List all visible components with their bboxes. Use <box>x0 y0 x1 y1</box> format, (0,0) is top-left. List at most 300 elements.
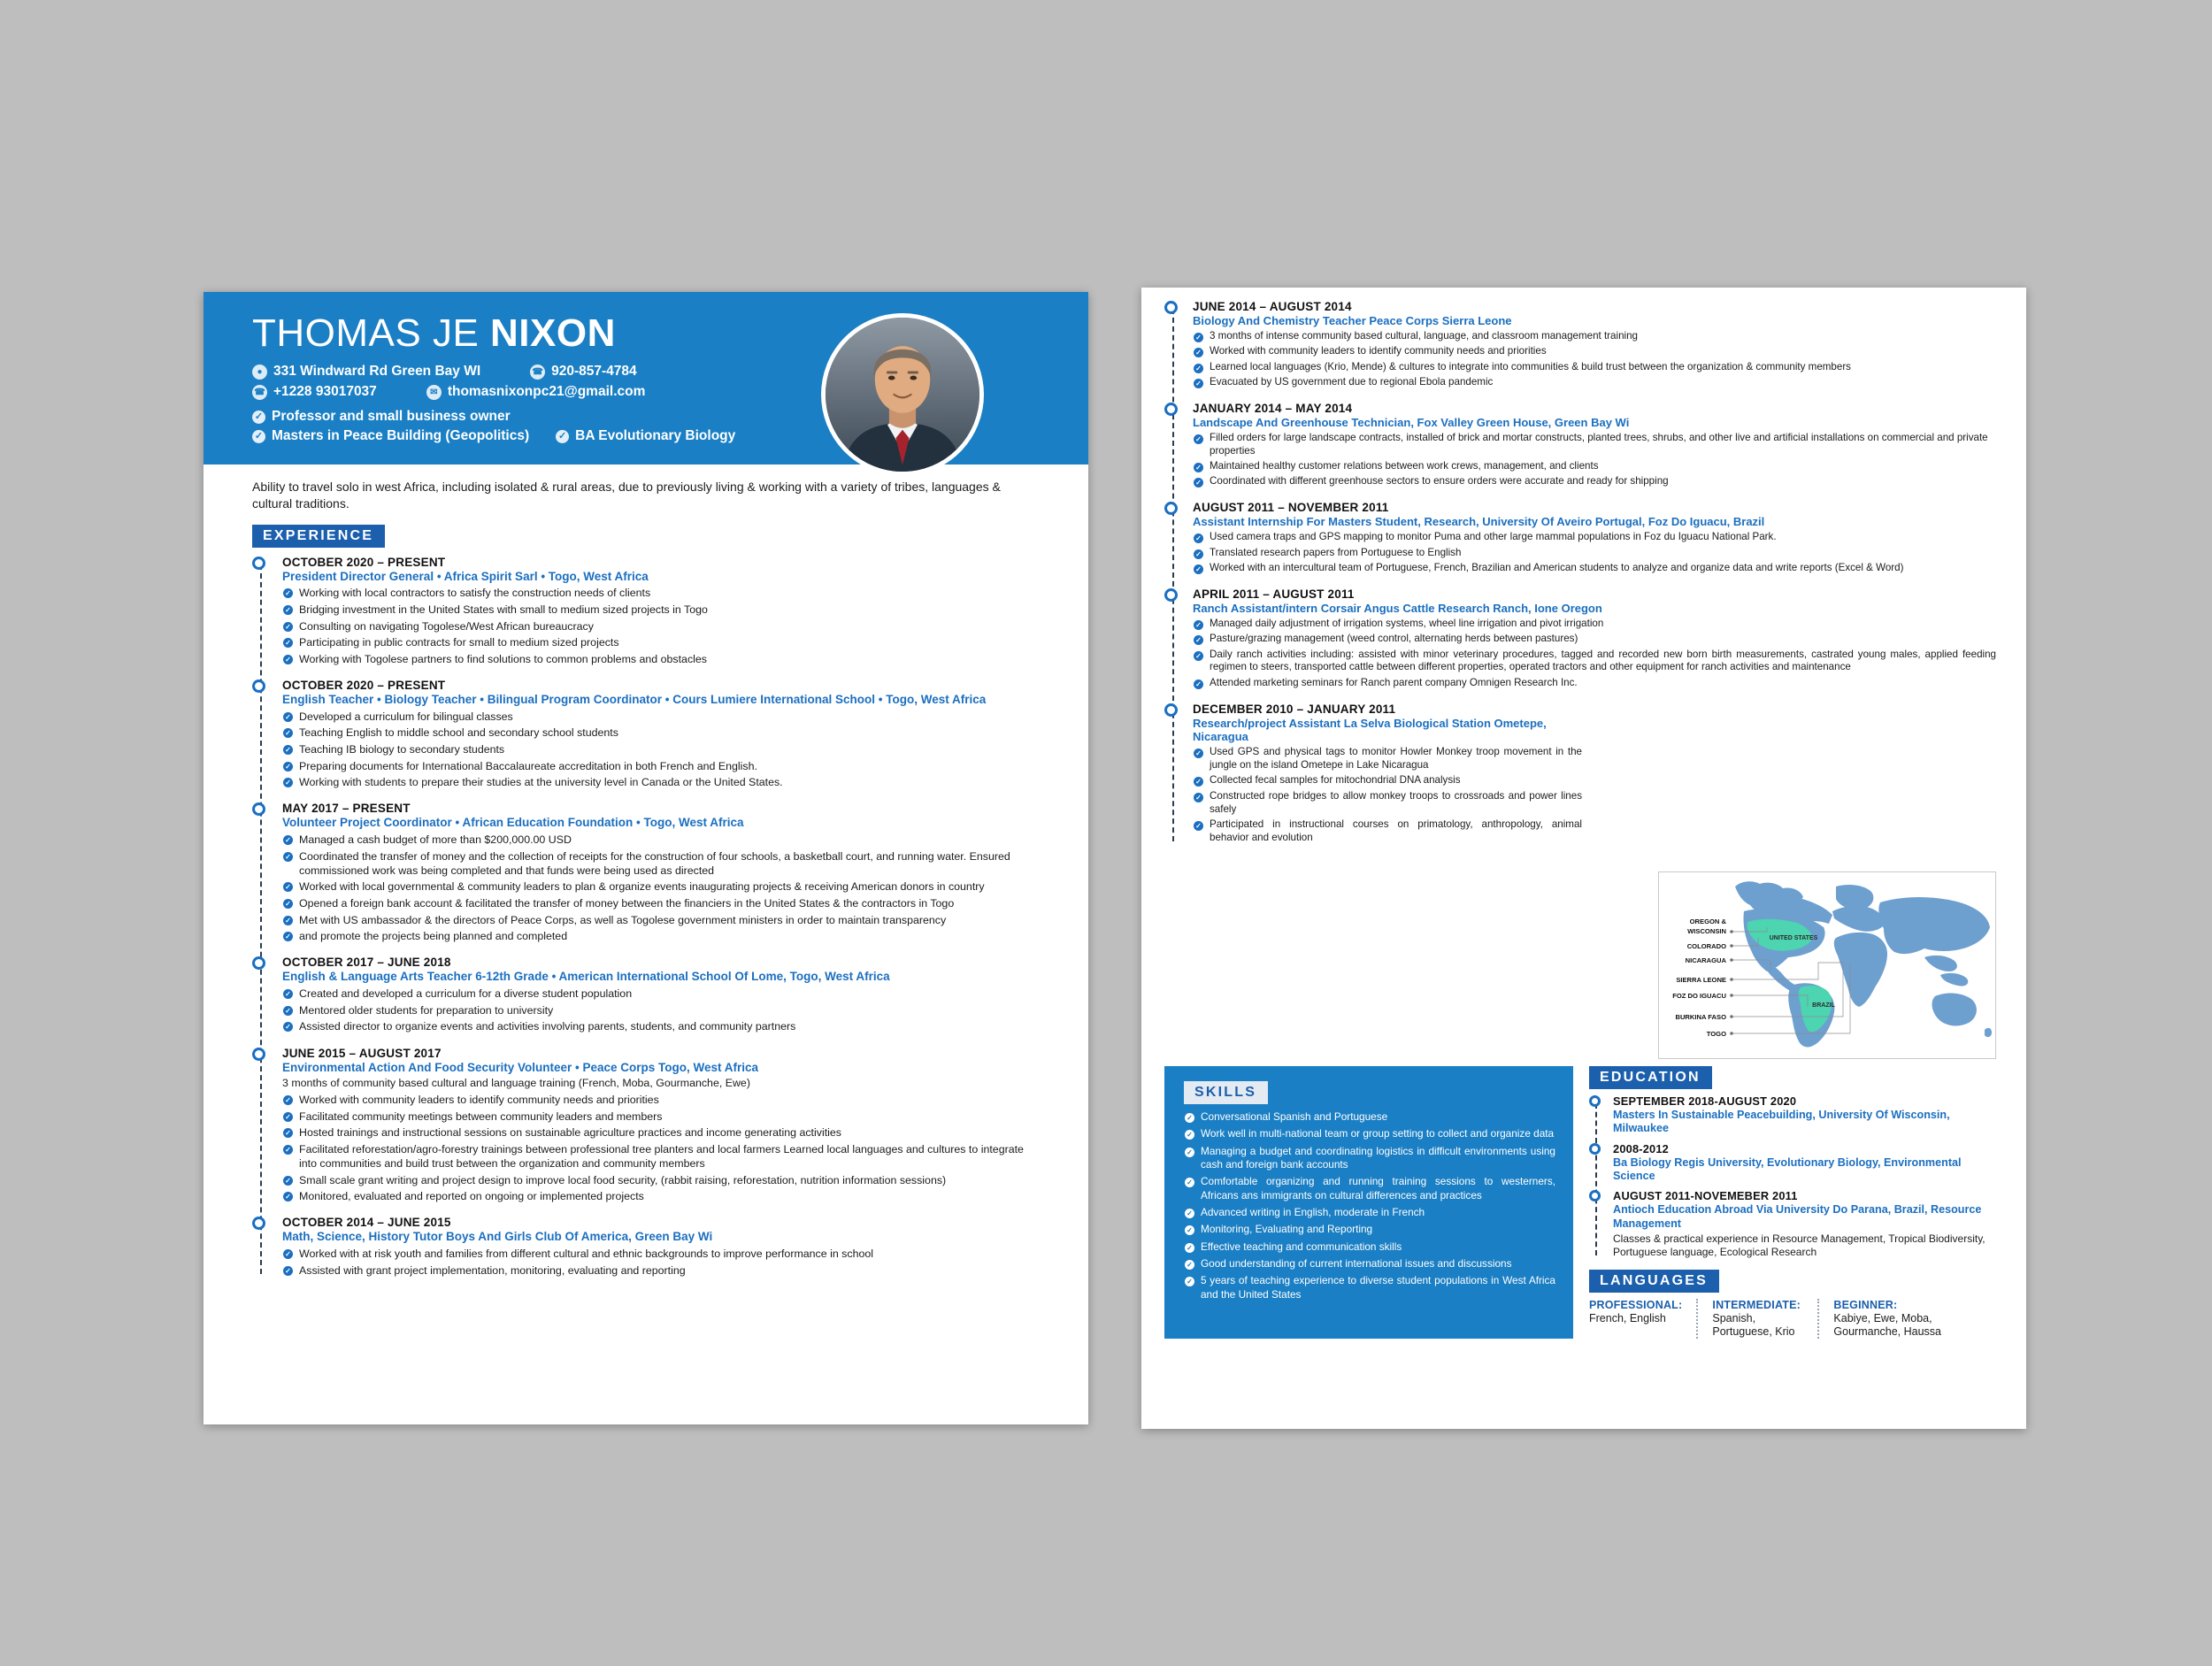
language-level-label: PROFESSIONAL: <box>1589 1298 1683 1311</box>
entry-role: English & Language Arts Teacher 6-12th Grade • American International School Of Lome, Togo, West Africa <box>282 970 890 984</box>
experience-timeline-page-1 <box>252 556 1040 1278</box>
skills-list <box>1184 1110 1555 1301</box>
phone-icon: ☎ <box>530 365 545 380</box>
bullet-text: Developed a curriculum for bilingual classes <box>299 710 513 723</box>
check-circle-icon: ✓ <box>283 778 293 787</box>
page-1-body <box>204 512 1088 1278</box>
check-circle-icon: ✓ <box>556 430 569 443</box>
list-item <box>282 1125 1040 1140</box>
skills-panel <box>1164 1066 1573 1339</box>
check-circle-icon: ✓ <box>283 916 293 925</box>
section-title-experience: EXPERIENCE <box>252 525 385 548</box>
world-map <box>1658 871 1996 1059</box>
svg-text:BRAZIL: BRAZIL <box>1812 1002 1835 1009</box>
bullet-text: Facilitated reforestation/agro-forestry trainings between professional tree planters and local farmers Learned local languages and cultures to integrate into communities and build trust between the organization and community members <box>299 1142 1024 1171</box>
check-circle-icon: ✓ <box>1185 1277 1194 1286</box>
bullet-text: Attended marketing seminars for Ranch parent company Omnigen Research Inc. <box>1210 676 1578 688</box>
check-circle-icon: ✓ <box>252 411 265 424</box>
experience-entry <box>282 956 1040 1033</box>
list-item <box>282 833 1040 847</box>
list-item <box>282 1189 1040 1203</box>
list-item <box>1184 1257 1555 1271</box>
list-item <box>282 896 1040 910</box>
list-item <box>1193 460 1996 473</box>
list-item <box>282 1003 1040 1017</box>
timeline-dot-icon <box>1589 1190 1601 1202</box>
contact-email[interactable] <box>426 384 646 400</box>
timeline-dot-icon <box>252 557 265 570</box>
entry-role: President Director General • Africa Spirit Sarl • Togo, West Africa <box>282 569 649 583</box>
education-timeline <box>1589 1094 1996 1259</box>
check-circle-icon: ✓ <box>283 1249 293 1259</box>
list-item <box>1184 1206 1555 1219</box>
entry-bullets <box>282 1247 1040 1278</box>
bullet-text: Monitored, evaluated and reported on ongoing or implemented projects <box>299 1190 644 1203</box>
resume-header <box>204 292 1088 464</box>
check-circle-icon: ✓ <box>1194 534 1203 543</box>
check-circle-icon: ✓ <box>1194 379 1203 388</box>
avatar-portrait <box>826 318 979 472</box>
check-circle-icon: ✓ <box>1194 821 1203 831</box>
list-item <box>282 1109 1040 1124</box>
timeline-dot-icon <box>1589 1095 1601 1107</box>
entry-date: AUGUST 2011 – NOVEMBER 2011 <box>1193 501 1389 515</box>
bullet-text: Small scale grant writing and project design to improve local food security, (rabbit raising, reforestation, nutrition information sessions) <box>299 1173 947 1186</box>
list-item <box>1184 1127 1555 1140</box>
education-list <box>1589 1094 1996 1259</box>
credential-1-text: Professor and small business owner <box>272 409 511 425</box>
language-values: Kabiye, Ewe, Moba, Gourmanche, Haussa <box>1833 1311 1942 1339</box>
entry-date: OCTOBER 2020 – PRESENT <box>282 679 446 693</box>
check-circle-icon: ✓ <box>1194 651 1203 661</box>
language-group-beginner <box>1817 1299 1996 1340</box>
bullet-text: Translated research papers from Portuguese to English <box>1210 546 1462 558</box>
bullet-text: Managed a cash budget of more than $200,000.00 USD <box>299 833 572 847</box>
list-item <box>282 726 1040 740</box>
check-circle-icon: ✓ <box>1194 478 1203 488</box>
experience-timeline-page-2 <box>1164 300 1996 845</box>
list-item <box>1193 746 1582 772</box>
bullet-text: Collected fecal samples for mitochondrial DNA analysis <box>1210 774 1461 787</box>
timeline-dot-icon <box>1164 588 1178 602</box>
language-values: Spanish, Portuguese, Krio <box>1712 1311 1795 1339</box>
bullet-text: Used camera traps and GPS mapping to monitor Puma and other large mammal populations in Foz du Iguacu National Park. <box>1210 531 1777 543</box>
experience-entry <box>282 1216 1040 1277</box>
check-circle-icon: ✓ <box>283 728 293 738</box>
entry-role: Math, Science, History Tutor Boys And Girls Club Of America, Green Bay Wi <box>282 1230 713 1244</box>
svg-text:OREGON &: OREGON & <box>1689 917 1726 925</box>
experience-entry <box>282 556 1040 666</box>
envelope-icon: ✉ <box>426 385 442 400</box>
experience-entry <box>1193 402 1996 488</box>
phone-icon: ☎ <box>252 385 267 400</box>
list-item <box>282 913 1040 927</box>
timeline-dot-icon <box>1164 703 1178 717</box>
check-circle-icon: ✓ <box>283 762 293 772</box>
entry-bullets <box>1193 531 1996 574</box>
entry-degree: Antioch Education Abroad Via University Do Parana, Brazil, Resource Management <box>1613 1203 1982 1230</box>
entry-date: SEPTEMBER 2018-AUGUST 2020 <box>1613 1094 1797 1108</box>
bullet-text: Coordinated the transfer of money and the collection of receipts for the construction of four schools, a basketball court, and running water. Ensured commissioned work was being completed and that funds were being used as directed <box>299 849 1010 877</box>
language-group-professional <box>1589 1299 1696 1340</box>
list-item <box>282 635 1040 649</box>
svg-text:UNITED STATES: UNITED STATES <box>1769 935 1818 941</box>
location-pin-icon: ● <box>252 365 267 380</box>
list-item <box>1193 677 1582 690</box>
list-item <box>1184 1223 1555 1236</box>
last-name: NIXON <box>490 311 616 355</box>
entry-role: Volunteer Project Coordinator • African Education Foundation • Togo, West Africa <box>282 816 744 830</box>
language-values: French, English <box>1589 1311 1666 1324</box>
list-item <box>1184 1110 1555 1124</box>
timeline-dot-icon <box>1164 502 1178 515</box>
timeline-line <box>1595 1103 1597 1255</box>
entry-bullets <box>282 586 1040 666</box>
contact-phone-intl[interactable] <box>252 384 377 400</box>
check-circle-icon: ✓ <box>283 1095 293 1105</box>
list-item <box>1193 562 1996 575</box>
bullet-text: Maintained healthy customer relations between work crews, management, and clients <box>1210 460 1599 472</box>
check-circle-icon: ✓ <box>1194 564 1203 574</box>
check-circle-icon: ✓ <box>1185 1243 1194 1253</box>
entry-role: Landscape And Greenhouse Technician, Fox Valley Green House, Green Bay Wi <box>1193 415 1630 429</box>
svg-text:TOGO: TOGO <box>1706 1030 1726 1038</box>
svg-text:SIERRA LEONE: SIERRA LEONE <box>1676 976 1726 984</box>
bullet-text: Assisted director to organize events and activities involving parents, students, and community partners <box>299 1020 796 1033</box>
experience-entry <box>1193 300 1996 389</box>
entry-date: JANUARY 2014 – MAY 2014 <box>1193 401 1353 415</box>
check-circle-icon: ✓ <box>283 588 293 598</box>
entry-bullets <box>1193 330 1996 389</box>
list-item <box>282 1142 1040 1171</box>
summary-text: Ability to travel solo in west Africa, including isolated & rural areas, due to previously living & working with a variety of tribes, languages & cultural traditions. <box>252 480 1001 511</box>
check-circle-icon: ✓ <box>1194 348 1203 357</box>
list-item <box>282 742 1040 756</box>
credential-professor <box>252 409 511 425</box>
education-entry <box>1613 1142 1996 1184</box>
list-item <box>282 619 1040 633</box>
bullet-text: Managed daily adjustment of irrigation systems, wheel line irrigation and pivot irrigation <box>1210 617 1604 629</box>
check-circle-icon: ✓ <box>1185 1130 1194 1140</box>
education-entry <box>1613 1094 1996 1136</box>
contact-phone-us[interactable] <box>530 364 637 380</box>
entry-bullets <box>282 710 1040 790</box>
list-item <box>282 775 1040 789</box>
section-title-education: EDUCATION <box>1589 1066 1712 1089</box>
education-entry <box>1613 1189 1996 1258</box>
list-item <box>1193 330 1996 343</box>
list-item <box>1193 432 1996 458</box>
check-circle-icon: ✓ <box>1185 1148 1194 1157</box>
bullet-text: Opened a foreign bank account & facilitated the transfer of money between the financiers in the United States & the contractors in Togo <box>299 897 955 910</box>
entry-bullets <box>282 833 1040 943</box>
check-circle-icon: ✓ <box>283 605 293 615</box>
entry-role: Assistant Internship For Masters Student, Research, University Of Aveiro Portugal, Foz Do Iguacu, Brazil <box>1193 515 1765 529</box>
language-group-intermediate <box>1696 1299 1817 1340</box>
skill-text: Effective teaching and communication skills <box>1201 1240 1402 1253</box>
skill-text: Good understanding of current international issues and discussions <box>1201 1256 1512 1270</box>
phone-us-text: 920-857-4784 <box>551 364 637 380</box>
timeline-dot-icon <box>252 956 265 970</box>
language-level-label: BEGINNER: <box>1833 1298 1898 1311</box>
timeline-dot-icon <box>1589 1143 1601 1155</box>
skill-text: Advanced writing in English, moderate in French <box>1201 1205 1425 1218</box>
first-name: THOMAS JE <box>252 311 491 355</box>
bullet-text: Created and developed a curriculum for a diverse student population <box>299 987 633 1001</box>
list-item <box>1193 790 1582 817</box>
contact-address <box>252 364 480 380</box>
section-title-skills: SKILLS <box>1184 1081 1268 1104</box>
entry-bullets <box>282 1093 1040 1203</box>
language-level-label: INTERMEDIATE: <box>1712 1298 1801 1311</box>
resume-page-1 <box>204 292 1088 1424</box>
bullet-text: Consulting on navigating Togolese/West African bureaucracy <box>299 619 594 633</box>
avatar <box>821 313 984 476</box>
list-item <box>282 879 1040 894</box>
entry-bullets <box>1193 618 1996 690</box>
check-circle-icon: ✓ <box>283 932 293 941</box>
check-circle-icon: ✓ <box>283 1128 293 1138</box>
list-item <box>282 1247 1040 1261</box>
list-item <box>282 987 1040 1001</box>
bullet-text: and promote the projects being planned and completed <box>299 930 568 943</box>
timeline-line <box>260 564 262 1274</box>
timeline-line <box>1172 309 1174 841</box>
list-item <box>282 586 1040 600</box>
check-circle-icon: ✓ <box>283 1112 293 1122</box>
list-item <box>282 603 1040 617</box>
bullet-text: Teaching English to middle school and secondary school students <box>299 726 618 740</box>
entry-date: OCTOBER 2020 – PRESENT <box>282 555 446 569</box>
check-circle-icon: ✓ <box>283 1176 293 1186</box>
check-circle-icon: ✓ <box>283 835 293 845</box>
experience-entry <box>282 802 1040 943</box>
entry-bullets <box>282 987 1040 1033</box>
check-circle-icon: ✓ <box>1194 463 1203 472</box>
address-text: 331 Windward Rd Green Bay WI <box>273 364 481 380</box>
list-item <box>282 929 1040 943</box>
entry-date: JUNE 2015 – AUGUST 2017 <box>282 1046 442 1060</box>
check-circle-icon: ✓ <box>283 622 293 632</box>
check-circle-icon: ✓ <box>1194 434 1203 444</box>
skill-text: Work well in multi-national team or group setting to collect and organize data <box>1201 1127 1555 1140</box>
check-circle-icon: ✓ <box>1185 1113 1194 1123</box>
resume-page-2 <box>1141 288 2026 1429</box>
bullet-text: Worked with community leaders to identify community needs and priorities <box>299 1094 659 1107</box>
check-circle-icon: ✓ <box>283 882 293 892</box>
list-item <box>1193 633 1996 646</box>
list-item <box>1193 361 1996 374</box>
bullet-text: Constructed rope bridges to allow monkey troops to crossroads and power lines safely <box>1210 789 1582 815</box>
page-2-bottom <box>1141 1066 2026 1339</box>
bullet-text: Learned local languages (Krio, Mende) & cultures to integrate into communities & build trust between the organization & community members <box>1210 360 1851 372</box>
list-item <box>1193 618 1996 631</box>
list-item <box>282 1093 1040 1107</box>
list-item <box>282 1173 1040 1187</box>
check-circle-icon: ✓ <box>1194 333 1203 342</box>
experience-entry <box>282 1047 1040 1204</box>
languages-block <box>1589 1270 1996 1340</box>
entry-date: OCTOBER 2014 – JUNE 2015 <box>282 1216 451 1230</box>
check-circle-icon: ✓ <box>283 655 293 664</box>
entry-bullets <box>1193 432 1996 488</box>
entry-role: Ranch Assistant/intern Corsair Angus Cattle Research Ranch, Ione Oregon <box>1193 601 1602 615</box>
list-item <box>1193 818 1582 845</box>
bullet-text: Teaching IB biology to secondary students <box>299 743 505 756</box>
check-circle-icon: ✓ <box>283 712 293 722</box>
bullet-text: Daily ranch activities including: assisted with minor veterinary procedures, tagged and recorded new born birth measurements, castrated young males, applied feeding regimen to steers, transported cattle between different properties, operated tractors and other equipment for ranch activities and maintenance <box>1210 648 1996 673</box>
check-circle-icon: ✓ <box>283 1145 293 1155</box>
entry-date: DECEMBER 2010 – JANUARY 2011 <box>1193 702 1396 716</box>
svg-text:BURKINA FASO: BURKINA FASO <box>1675 1013 1726 1021</box>
bullet-text: Worked with an intercultural team of Portuguese, French, Brazilian and American students to analyze and organize data and write reports (Excel & Word) <box>1210 562 1904 574</box>
bullet-text: Worked with at risk youth and families from different cultural and ethnic backgrounds to improve performance in school <box>299 1248 873 1261</box>
timeline-dot-icon <box>1164 403 1178 416</box>
bullet-text: 3 months of intense community based cultural, language, and classroom management training <box>1210 330 1638 342</box>
check-circle-icon: ✓ <box>252 430 265 443</box>
check-circle-icon: ✓ <box>1194 549 1203 559</box>
education-languages-column <box>1589 1066 1996 1339</box>
bullet-text: Evacuated by US government due to regional Ebola pandemic <box>1210 376 1494 388</box>
list-item <box>282 710 1040 724</box>
skill-text: Comfortable organizing and running training sessions to westerners, Africans ans immigrants on cultural differences and practices <box>1201 1175 1555 1202</box>
list-item <box>282 759 1040 773</box>
entry-role: English Teacher • Biology Teacher • Bilingual Program Coordinator • Cours Lumiere International School • Togo, West Africa <box>282 693 987 707</box>
list-item <box>282 1263 1040 1278</box>
skill-text: Managing a budget and coordinating logistics in difficult environments using cash and foreign bank accounts <box>1201 1144 1555 1171</box>
check-circle-icon: ✓ <box>1194 679 1203 689</box>
bullet-text: Working with Togolese partners to find solutions to common problems and obstacles <box>299 652 707 665</box>
skill-text: Conversational Spanish and Portuguese <box>1201 1110 1388 1123</box>
entry-role: Environmental Action And Food Security Volunteer • Peace Corps Togo, West Africa <box>282 1060 759 1074</box>
bullet-text: Worked with local governmental & community leaders to plan & organize events inaugurating projects & receiving American donors in country <box>299 880 985 894</box>
check-circle-icon: ✓ <box>283 989 293 999</box>
list-item <box>1193 547 1996 560</box>
timeline-dot-icon <box>252 679 265 693</box>
svg-text:COLORADO: COLORADO <box>1686 942 1726 950</box>
bullet-text: Working with local contractors to satisfy the construction needs of clients <box>299 587 651 600</box>
list-item <box>1193 774 1582 787</box>
check-circle-icon: ✓ <box>283 899 293 909</box>
timeline-dot-icon <box>252 1217 265 1230</box>
phone-intl-text: +1228 93017037 <box>273 384 377 400</box>
check-circle-icon: ✓ <box>1194 635 1203 645</box>
bullet-text: Preparing documents for International Baccalaureate accreditation in both French and English. <box>299 759 757 772</box>
entry-degree: Masters In Sustainable Peacebuilding, University Of Wisconsin, Milwaukee <box>1613 1109 1950 1135</box>
check-circle-icon: ✓ <box>283 1266 293 1276</box>
credential-ba <box>556 428 735 444</box>
check-circle-icon: ✓ <box>1185 1260 1194 1270</box>
timeline-dot-icon <box>1164 301 1178 314</box>
entry-note: 3 months of community based cultural and language training (French, Moba, Gourmanche, Ewe) <box>282 1076 750 1089</box>
check-circle-icon: ✓ <box>283 1192 293 1202</box>
entry-date: APRIL 2011 – AUGUST 2011 <box>1193 587 1355 601</box>
list-item <box>1193 649 1996 675</box>
entry-degree: Ba Biology Regis University, Evolutionary Biology, Environmental Science <box>1613 1155 1962 1183</box>
skill-text: Monitoring, Evaluating and Reporting <box>1201 1223 1373 1236</box>
list-item <box>1193 531 1996 544</box>
list-item <box>1193 475 1996 488</box>
timeline-dot-icon <box>252 802 265 816</box>
svg-text:NICARAGUA: NICARAGUA <box>1685 956 1726 964</box>
experience-entry <box>1193 587 1996 690</box>
bullet-text: Hosted trainings and instructional sessions on sustainable agriculture practices and income generating activities <box>299 1126 841 1140</box>
bullet-text: Worked with community leaders to identify community needs and priorities <box>1210 345 1547 357</box>
skill-text: 5 years of teaching experience to diverse student populations in West Africa and the United States <box>1201 1274 1555 1301</box>
credential-2-text: Masters in Peace Building (Geopolitics) <box>272 428 530 444</box>
bullet-text: Pasture/grazing management (weed control, alternating herds between pastures) <box>1210 633 1578 645</box>
timeline-dot-icon <box>252 1048 265 1061</box>
bullet-text: Mentored older students for preparation to university <box>299 1003 554 1017</box>
bullet-text: Working with students to prepare their studies at the university level in Canada or the United States. <box>299 776 783 789</box>
bullet-text: Participating in public contracts for small to medium sized projects <box>299 636 619 649</box>
bullet-text: Facilitated community meetings between community leaders and members <box>299 1109 663 1123</box>
check-circle-icon: ✓ <box>283 1022 293 1032</box>
check-circle-icon: ✓ <box>283 852 293 862</box>
section-title-languages: LANGUAGES <box>1589 1270 1719 1293</box>
experience-entry <box>282 679 1040 789</box>
bullet-text: Coordinated with different greenhouse sectors to ensure orders were accurate and ready for shipping <box>1210 475 1669 488</box>
bullet-text: Assisted with grant project implementation, monitoring, evaluating and reporting <box>299 1263 686 1277</box>
list-item <box>1184 1175 1555 1202</box>
check-circle-icon: ✓ <box>283 1006 293 1016</box>
check-circle-icon: ✓ <box>1194 620 1203 630</box>
check-circle-icon: ✓ <box>1194 364 1203 373</box>
check-circle-icon: ✓ <box>1194 749 1203 758</box>
list-item <box>1193 345 1996 358</box>
check-circle-icon: ✓ <box>283 745 293 755</box>
bullet-text: Used GPS and physical tags to monitor Howler Monkey troop movement in the jungle on the island Ometepe in Lake Nicaragua <box>1210 746 1582 772</box>
entry-date: 2008-2012 <box>1613 1141 1669 1155</box>
check-circle-icon: ✓ <box>1185 1209 1194 1218</box>
bullet-text: Participated in instructional courses on primatology, anthropology, animal behavior and evolution <box>1210 818 1582 843</box>
credential-3-text: BA Evolutionary Biology <box>575 428 736 444</box>
svg-text:FOZ DO IGUACU: FOZ DO IGUACU <box>1672 992 1726 1000</box>
check-circle-icon: ✓ <box>1185 1225 1194 1235</box>
list-item <box>1184 1145 1555 1172</box>
list-item <box>282 1019 1040 1033</box>
check-circle-icon: ✓ <box>1194 777 1203 787</box>
experience-entry <box>1193 501 1996 575</box>
world-map-svg <box>1659 872 1996 1059</box>
list-item <box>1184 1240 1555 1254</box>
svg-text:WISCONSIN: WISCONSIN <box>1687 927 1726 935</box>
bullet-text: Met with US ambassador & the directors of Peace Corps, as well as Togolese government ministers in order to maintain transparency <box>299 913 947 926</box>
entry-date: AUGUST 2011-NOVEMEBER 2011 <box>1613 1189 1798 1203</box>
bullet-text: Filled orders for large landscape contracts, installed of brick and mortar constructs, planted trees, shrubs, and other live and artificial installations on commercial and private properties <box>1210 432 1988 457</box>
check-circle-icon: ✓ <box>1194 793 1203 802</box>
list-item <box>1193 376 1996 389</box>
experience-entry <box>1193 702 1996 845</box>
list-item <box>1184 1274 1555 1301</box>
check-circle-icon: ✓ <box>1185 1178 1194 1187</box>
entry-role: Research/project Assistant La Selva Biological Station Ometepe, Nicaragua <box>1193 716 1547 744</box>
entry-role: Biology And Chemistry Teacher Peace Corps Sierra Leone <box>1193 314 1512 327</box>
languages-columns <box>1589 1299 1996 1340</box>
entry-note: Classes & practical experience in Resource Management, Tropical Biodiversity, Portuguese language, Ecological Research <box>1613 1232 1985 1259</box>
entry-date: OCTOBER 2017 – JUNE 2018 <box>282 956 451 970</box>
page-2-experience <box>1141 288 2026 845</box>
credential-masters <box>252 428 529 444</box>
entry-date: JUNE 2014 – AUGUST 2014 <box>1193 300 1352 313</box>
bullet-text: Bridging investment in the United States with small to medium sized projects in Togo <box>299 603 708 617</box>
entry-bullets <box>1193 746 1996 844</box>
list-item <box>282 849 1040 878</box>
list-item <box>282 652 1040 666</box>
email-text: thomasnixonpc21@gmail.com <box>447 384 646 400</box>
entry-date: MAY 2017 – PRESENT <box>282 802 411 816</box>
check-circle-icon: ✓ <box>283 638 293 648</box>
